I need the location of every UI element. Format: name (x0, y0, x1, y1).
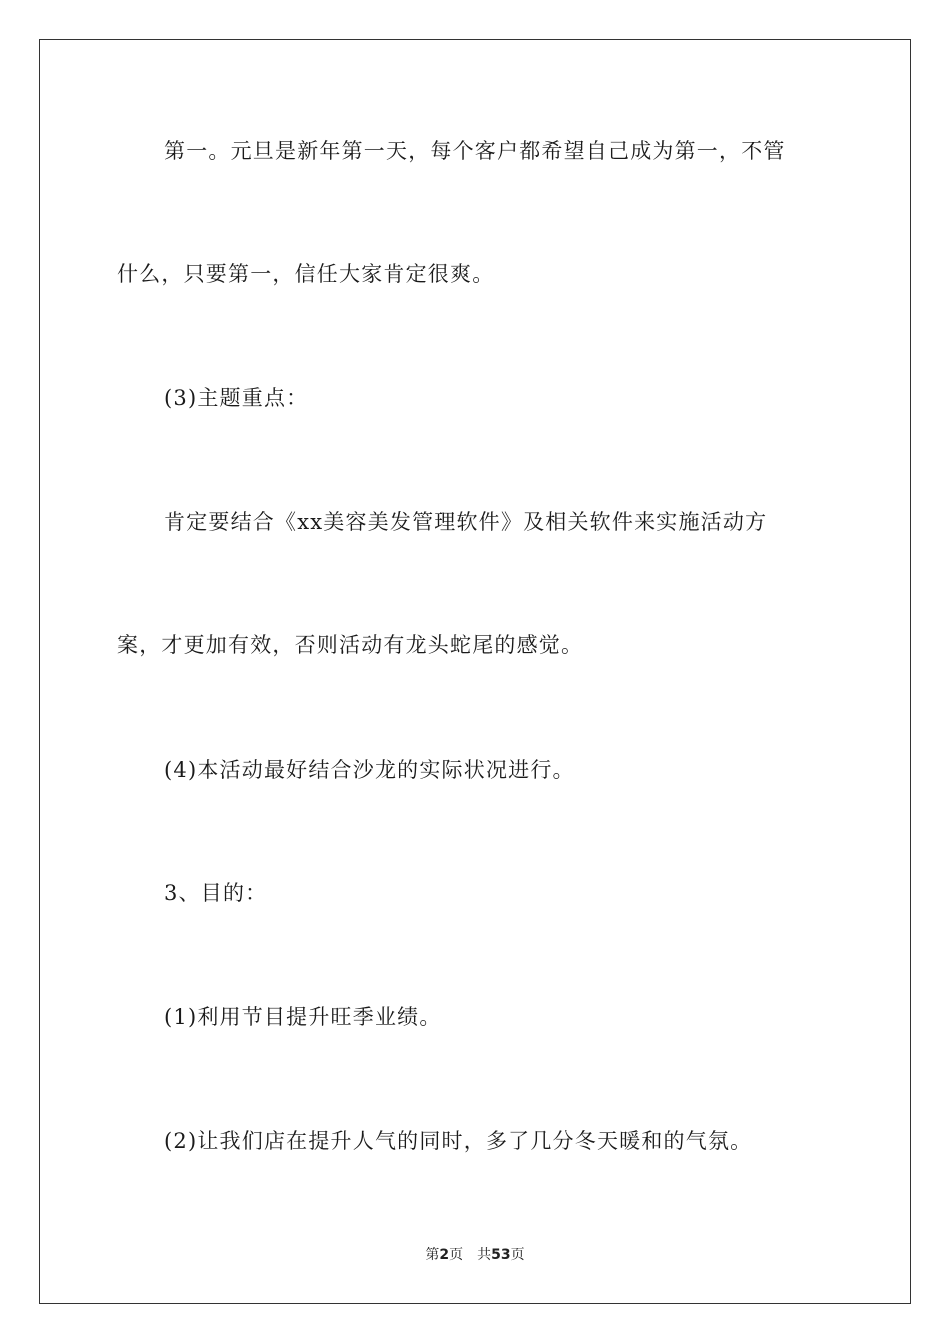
paragraph-line-3: 肯定要结合《xx美容美发管理软件》及相关软件来实施活动方 (164, 510, 768, 534)
footer-total-suffix: 页 (510, 1247, 525, 1263)
paragraph-line-7: (2)让我们店在提升人气的同时，多了几分冬天暖和的气氛。 (164, 1129, 753, 1153)
footer-page-suffix: 页 (449, 1247, 464, 1263)
paragraph-line-2: 什么，只要第一，信任大家肯定很爽。 (117, 262, 495, 286)
page-border (39, 39, 911, 1304)
footer-total-pages: 53 (491, 1247, 511, 1263)
section-heading-purpose: 3、目的： (164, 881, 268, 905)
paragraph-line-5: (4)本活动最好结合沙龙的实际状况进行。 (164, 758, 575, 782)
footer-page-prefix: 第 (425, 1247, 440, 1263)
footer-total-prefix: 共 (477, 1247, 492, 1263)
footer-page-number: 2 (439, 1247, 450, 1263)
paragraph-line-1: 第一。元旦是新年第一天，每个客户都希望自己成为第一，不管 (164, 139, 786, 163)
paragraph-line-4: 案，才更加有效，否则活动有龙头蛇尾的感觉。 (117, 633, 584, 657)
page-footer (0, 1245, 950, 1265)
section-heading-theme-focus: (3)主题重点： (164, 386, 309, 410)
paragraph-line-6: (1)利用节目提升旺季业绩。 (164, 1005, 442, 1029)
